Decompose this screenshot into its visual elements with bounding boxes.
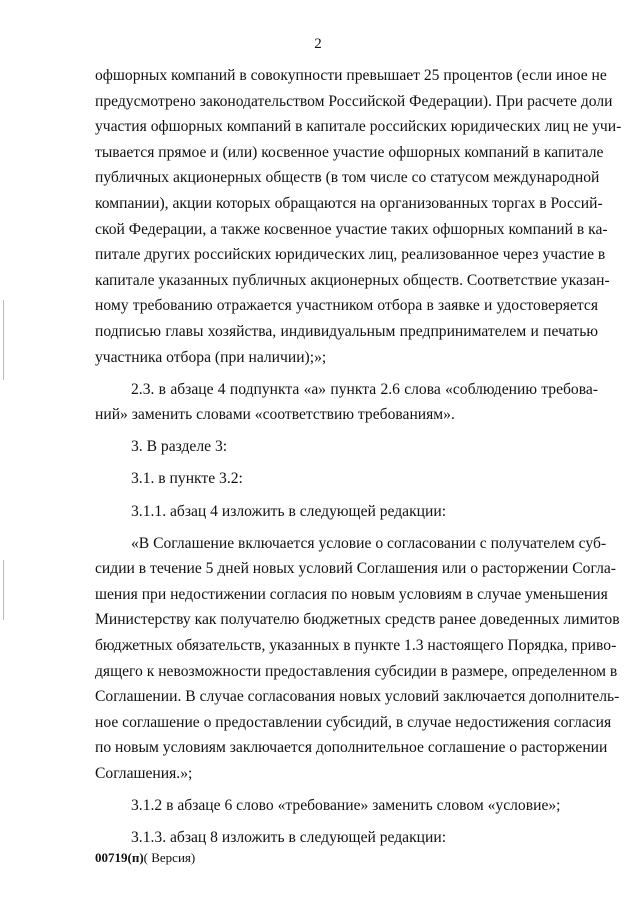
paragraph <box>95 825 598 851</box>
text-line: участия офшорных компаний в капитале российских юридических лиц не учи- <box>95 118 622 136</box>
paragraph <box>95 531 620 787</box>
paragraph <box>95 434 598 460</box>
text-line: Соглашения.»; <box>95 764 193 782</box>
text-line: подписью главы хозяйства, индивидуальным предпринимателем и печатью <box>95 322 598 340</box>
text-line: публичных акционерных обществ (в том числе со статусом международной <box>95 169 600 187</box>
text-line: офшорных компаний в совокупности превышает 25 процентов (если иное не <box>95 67 607 84</box>
document-version: ( Версия) <box>143 850 196 865</box>
paragraph <box>95 63 622 370</box>
paragraph <box>95 377 598 428</box>
text-line: Соглашении. В случае согласования новых условий заключается дополнитель- <box>95 688 620 706</box>
text-line: Министерству как получателю бюджетных средств ранее доведенных лимитов <box>95 611 620 629</box>
text-line: 3.1.1. абзац 4 изложить в следующей редакции: <box>131 502 447 520</box>
text-line: бюджетных обязательств, указанных в пункте 1.3 настоящего Порядка, приво- <box>95 636 617 654</box>
text-line: по новым условиям заключается дополнительное соглашение о расторжении <box>95 739 608 757</box>
text-line: дящего к невозможности предоставления субсидии в размере, определенном в <box>95 662 618 680</box>
text-line: предусмотрено законодательством Российской Федерации). При расчете доли <box>95 92 613 110</box>
text-line: 2.3. в абзаце 4 подпункта «а» пункта 2.6 слова «соблюдению требова- <box>131 380 598 398</box>
text-line: тывается прямое и (или) косвенное участие офшорных компаний в капитале <box>95 143 604 161</box>
text-line: участника отбора (при наличии);»; <box>95 348 327 366</box>
text-line: 3.1.2 в абзаце 6 слово «требование» заменить словом «условие»; <box>131 797 561 815</box>
page-number: 2 <box>314 36 322 52</box>
scan-edge-mark <box>3 560 4 620</box>
document-body <box>95 63 622 851</box>
text-line: ний» заменить словами «соответствию требованиям». <box>95 406 455 424</box>
text-line: сидии в течение 5 дней новых условий Соглашения или о расторжении Согла- <box>95 560 616 578</box>
text-line: 3.1.3. абзац 8 изложить в следующей редакции: <box>131 829 447 847</box>
text-line: питале других российских юридических лиц, реализованное через участие в <box>95 246 606 264</box>
text-line: компании), акции которых обращаются на организованных торгах в Россий- <box>95 194 603 212</box>
text-line: капитале указанных публичных акционерных обществ. Соответствие указан- <box>95 271 610 289</box>
text-line: ской Федерации, а также косвенное участие таких офшорных компаний в ка- <box>95 220 608 238</box>
text-line: ному требованию отражается участником отбора в заявке и удостоверяется <box>95 297 598 315</box>
document-code: 00719(п) <box>95 850 144 865</box>
paragraph <box>95 499 598 525</box>
scan-edge-mark <box>3 300 4 380</box>
paragraph <box>95 466 598 492</box>
text-line: 3. В разделе 3: <box>131 438 228 456</box>
paragraph <box>95 793 598 819</box>
text-line: ное соглашение о предоставлении субсидий, в случае недостижения согласия <box>95 713 612 731</box>
text-line: 3.1. в пункте 3.2: <box>131 470 243 488</box>
text-line: шения при недостижении согласия по новым условиям в случае уменьшения <box>95 585 608 603</box>
document-footer <box>95 850 195 866</box>
text-line: «В Соглашение включается условие о согласовании с получателем суб- <box>131 534 607 552</box>
